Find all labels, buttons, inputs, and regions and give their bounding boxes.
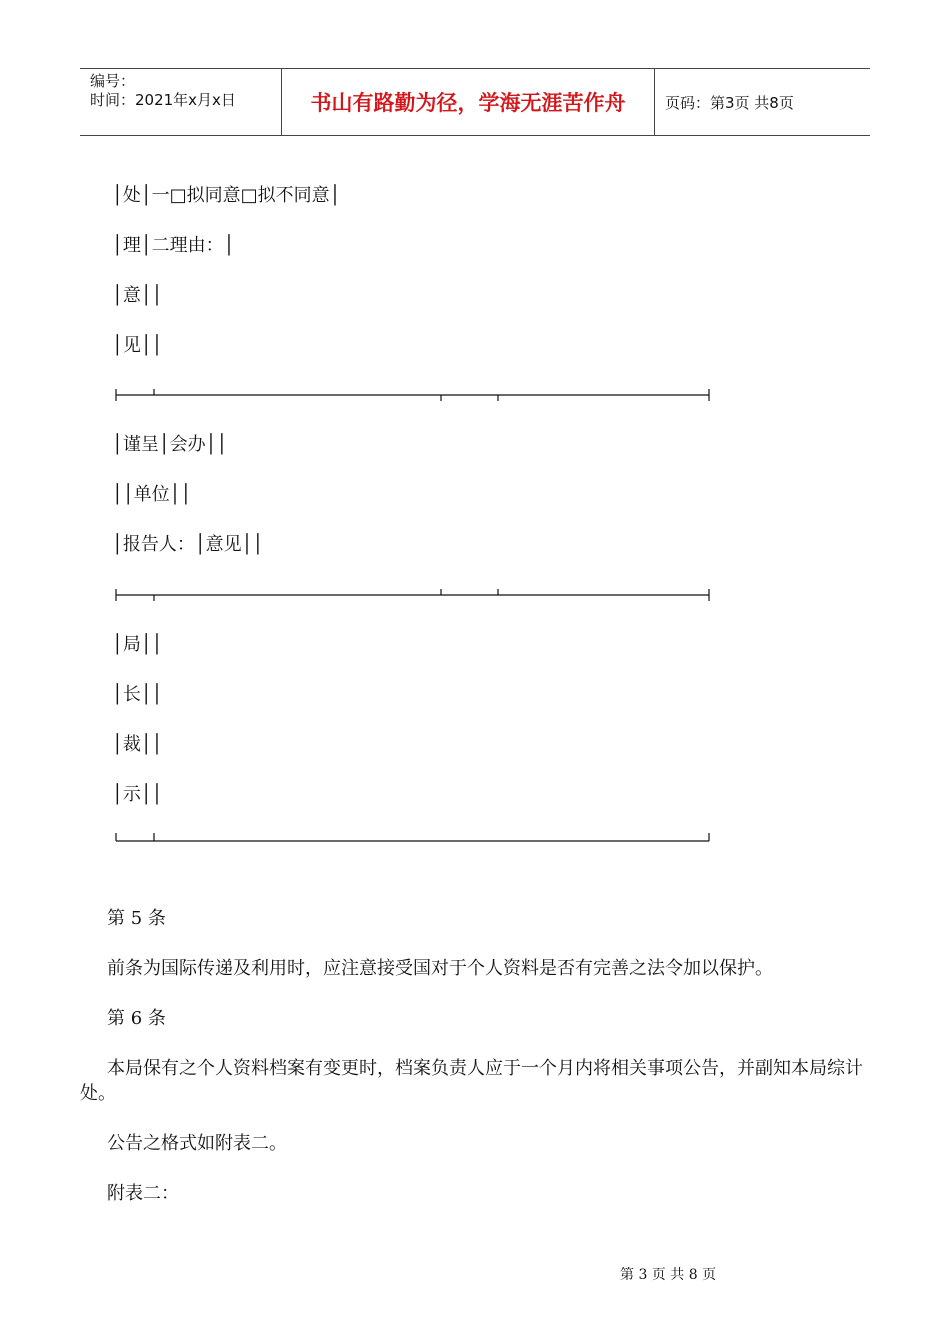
table-rule xyxy=(115,587,710,601)
table-rule xyxy=(115,387,710,401)
article-5-text: 前条为国际传递及利用时，应注意接受国对于个人资料是否有完善之法令加以保护。 xyxy=(107,958,773,979)
form-line: │理│二理由：│ xyxy=(112,235,235,256)
page-footer: 第 3 页 共 8 页 xyxy=(620,1267,717,1283)
form-line: │处│一□拟同意□拟不同意│ xyxy=(112,185,341,206)
form-line: │意││ xyxy=(112,285,163,306)
form-line: │谨呈│会办││ xyxy=(112,434,228,455)
form-line: ││单位││ xyxy=(112,484,192,505)
notice-format-text: 公告之格式如附表二。 xyxy=(107,1133,287,1154)
header-meta xyxy=(80,69,281,135)
form-line: │局││ xyxy=(112,634,163,655)
appendix-label: 附表二： xyxy=(107,1183,179,1204)
header-motto: 书山有路勤为径，学海无涯苦作舟 xyxy=(310,91,626,115)
date-label: 时间：2021年x月x日 xyxy=(90,91,236,109)
serial-label: 编号： xyxy=(90,72,136,90)
form-line: │长││ xyxy=(112,684,163,705)
article-6-text: 本局保有之个人资料档案有变更时，档案负责人应于一个月内将相关事项公告，并副知本局综计处。 xyxy=(80,1058,863,1104)
form-line: │裁││ xyxy=(112,734,163,755)
table-rule-bottom xyxy=(115,831,710,845)
header-page-info: 页码：第3页 共8页 xyxy=(665,93,794,112)
document-header xyxy=(80,68,870,136)
form-line: │示││ xyxy=(112,784,163,805)
form-line: │报告人：│意见││ xyxy=(112,534,264,555)
form-line: │见││ xyxy=(112,335,163,356)
article-5-title: 第 5 条 xyxy=(107,908,166,929)
article-6-title: 第 6 条 xyxy=(107,1008,166,1029)
